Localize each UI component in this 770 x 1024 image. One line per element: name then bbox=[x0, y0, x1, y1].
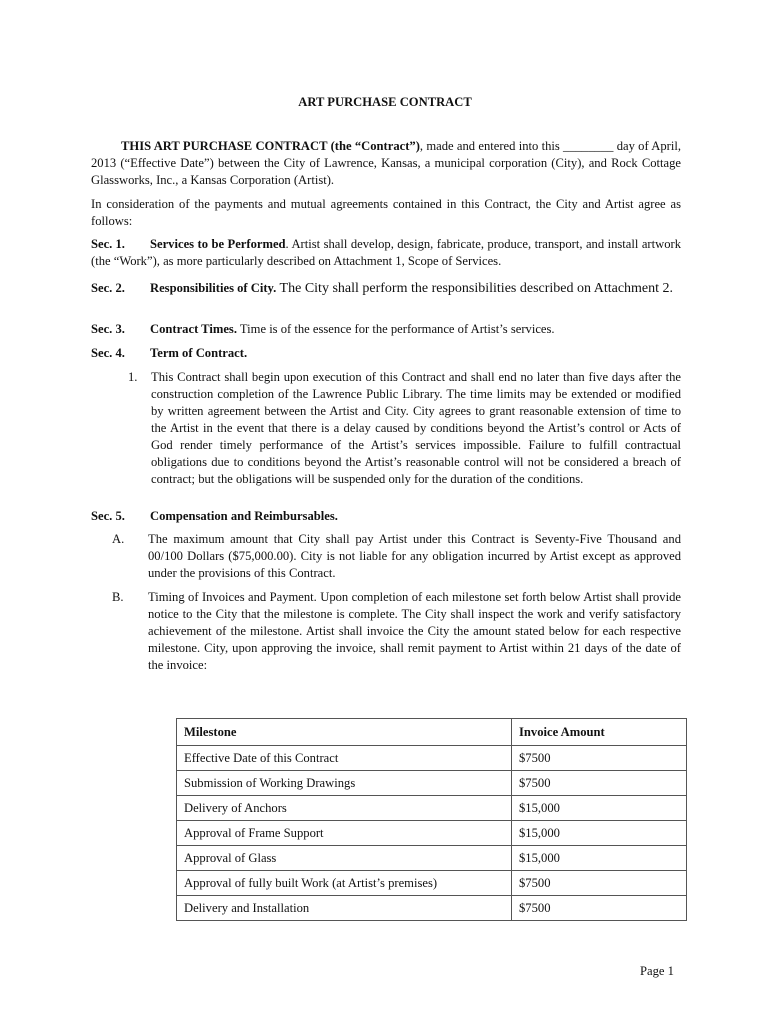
amount-cell: $7500 bbox=[512, 771, 687, 796]
amount-cell: $7500 bbox=[512, 746, 687, 771]
section-4 bbox=[91, 345, 681, 362]
section-5a-text: The maximum amount that City shall pay Artist under this Contract is Seventy-Five Thousand and 00/100 Dollars ($75,000.00). City is not liable for any obligation incurred by Artist except as approved under the provisions of this Contract. bbox=[148, 532, 681, 580]
amount-cell: $15,000 bbox=[512, 796, 687, 821]
intro-paragraph bbox=[91, 138, 681, 189]
amount-cell: $15,000 bbox=[512, 846, 687, 871]
section-2-text: The City shall perform the responsibilities described on Attachment 2. bbox=[276, 281, 674, 296]
section-4-item-text: This Contract shall begin upon execution of this Contract and shall end no later than five days after the construction completion of the Lawrence Public Library. The time limits may be extended or modified by written agreement between the Artist and City. City agrees to grant reasonable extension of time to the Artist in the event that there is a delay caused by conditions beyond the Artist’s control or Acts of God render timely performance of the Artist’s services impossible. Failure to fulfill contractual obligations due to conditions beyond the Artist’s reasonable control will not be considered a breach of contract; but the obligations will be suspended only for the duration of the conditions. bbox=[151, 370, 681, 486]
section-2-label: Sec. 2. bbox=[91, 281, 125, 295]
milestone-cell: Approval of Frame Support bbox=[177, 821, 512, 846]
section-5b-text: Timing of Invoices and Payment. Upon completion of each milestone set forth below Artist shall provide notice to the City that the milestone is complete. The City shall inspect the work and verify satisfactory achievement of the milestone. Artist shall invoice the City the amount stated below for each respective milestone. City, upon approving the invoice, shall remit payment to Artist within 21 days of the date of the invoice: bbox=[148, 590, 681, 672]
table-row bbox=[177, 746, 687, 771]
section-4-label: Sec. 4. bbox=[91, 346, 125, 360]
amount-cell: $7500 bbox=[512, 871, 687, 896]
table-row bbox=[177, 796, 687, 821]
table-row bbox=[177, 896, 687, 921]
table-row bbox=[177, 771, 687, 796]
milestone-cell: Effective Date of this Contract bbox=[177, 746, 512, 771]
header-milestone: Milestone bbox=[177, 719, 512, 746]
section-2 bbox=[91, 279, 681, 298]
header-invoice-amount: Invoice Amount bbox=[512, 719, 687, 746]
milestone-cell: Approval of Glass bbox=[177, 846, 512, 871]
section-1-label: Sec. 1. bbox=[91, 237, 125, 251]
section-3-label: Sec. 3. bbox=[91, 322, 125, 336]
section-1-title: Services to be Performed bbox=[150, 237, 286, 251]
consideration-paragraph: In consideration of the payments and mutual agreements contained in this Contract, the City and Artist agree as follows: bbox=[91, 197, 681, 228]
intro-bold-lead: THIS ART PURCHASE CONTRACT (the “Contract”) bbox=[121, 139, 420, 153]
amount-cell: $7500 bbox=[512, 896, 687, 921]
section-5-label: Sec. 5. bbox=[91, 509, 125, 523]
document-title: ART PURCHASE CONTRACT bbox=[298, 95, 472, 109]
milestone-cell: Delivery and Installation bbox=[177, 896, 512, 921]
section-4-title: Term of Contract. bbox=[150, 346, 248, 360]
section-3 bbox=[91, 321, 681, 338]
page-number: Page 1 bbox=[640, 964, 674, 978]
intro-text: , made and entered into this ________ day of April, 2013 (“Effective Date”) between the City of Lawrence, Kansas, a municipal corporation (City), and Rock Cottage Glassworks, Inc., a Kansas Corporation (Artist). bbox=[91, 139, 681, 187]
milestone-table bbox=[176, 718, 687, 921]
milestone-cell: Approval of fully built Work (at Artist’s premises) bbox=[177, 871, 512, 896]
table-row bbox=[177, 871, 687, 896]
section-1 bbox=[91, 236, 681, 270]
section-5a-letter: A. bbox=[112, 532, 125, 546]
section-2-title: Responsibilities of City. bbox=[150, 281, 277, 295]
milestone-cell: Delivery of Anchors bbox=[177, 796, 512, 821]
amount-cell: $15,000 bbox=[512, 821, 687, 846]
table-row bbox=[177, 821, 687, 846]
section-3-title: Contract Times. bbox=[150, 322, 237, 336]
milestone-cell: Submission of Working Drawings bbox=[177, 771, 512, 796]
section-5 bbox=[91, 508, 681, 525]
section-5b-letter: B. bbox=[112, 590, 124, 604]
table-row bbox=[177, 846, 687, 871]
section-5-title: Compensation and Reimbursables. bbox=[150, 509, 338, 523]
section-1-text: . Artist shall develop, design, fabricate, produce, transport, and install artwork (the “Work”), as more particularly described on Attachment 1, Scope of Services. bbox=[91, 237, 681, 268]
section-4-item-number: 1. bbox=[128, 370, 138, 384]
section-3-text: Time is of the essence for the performance of Artist’s services. bbox=[236, 322, 555, 336]
table-header-row bbox=[177, 719, 687, 746]
